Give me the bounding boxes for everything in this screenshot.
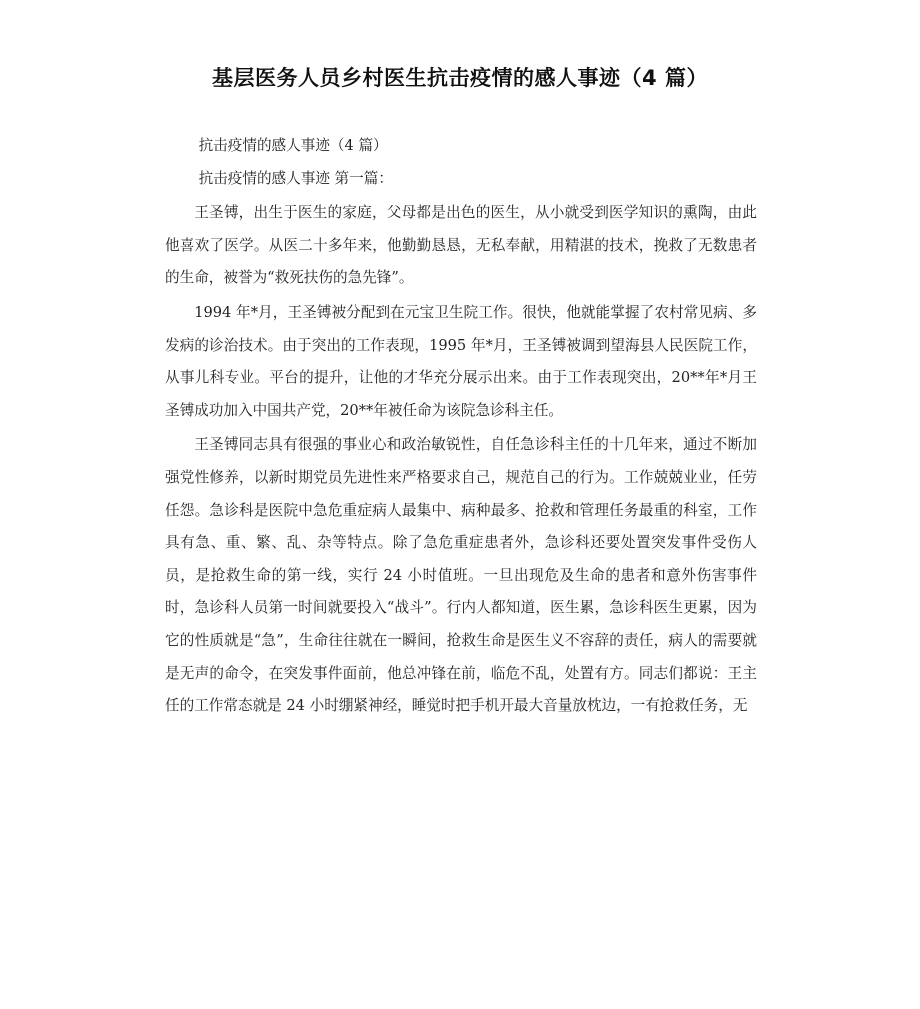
document-title: 基层医务人员乡村医生抗击疫情的感人事迹（4 篇）: [212, 66, 708, 90]
document-body: [165, 130, 757, 723]
paragraph-1: 王圣镈，出生于医生的家庭，父母都是出色的医生，从小就受到医学知识的熏陶，由此他喜欢了医学。从医二十多年来，他勤勤恳恳，无私奉献，用精湛的技术，挽救了无数患者的生命，被誉为“救死扶伤的急先锋”。: [165, 204, 757, 287]
document-subtitle: 抗击疫情的感人事迹（4 篇）: [198, 137, 388, 154]
paragraph-2: 1994 年*月，王圣镈被分配到在元宝卫生院工作。很快，他就能掌握了农村常见病、多发病的诊治技术。由于突出的工作表现，1995 年*月，王圣镈被调到望海县人民医院工作，从事儿科专业。平台的提升，让他的才华充分展示出来。由于工作表现突出，20**年*月王圣镈成功加入中国共产党，20**年被任命为该院急诊科主任。: [165, 303, 757, 419]
section-heading: 抗击疫情的感人事迹 第一篇：: [198, 169, 393, 187]
paragraph-3: 王圣镈同志具有很强的事业心和政治敏锐性，自任急诊科主任的十几年来，通过不断加强党性修养，以新时期党员先进性来严格要求自己，规范自己的行为。工作兢兢业业，任劳任怨。急诊科是医院中急危重症病人最集中、病种最多、抢救和管理任务最重的科室，工作具有急、重、繁、乱、杂等特点。除了急危重症患者外，急诊科还要处置突发事件受伤人员，是抢救生命的第一线，实行 24 小时值班。一旦出现危及生命的患者和意外伤害事件时，急诊科人员第一时间就要投入“战斗”。行内人都知道，医生累，急诊科医生更累，因为它的性质就是“急”，生命往往就在一瞬间，抢救生命是医生义不容辞的责任，病人的需要就是无声的命令，在突发事件面前，他总冲锋在前，临危不乱，处置有方。同志们都说：王主任的工作常态就是 24 小时绷紧神经，睡觉时把手机开最大音量放枕边，一有抢救任务，无: [165, 436, 757, 715]
